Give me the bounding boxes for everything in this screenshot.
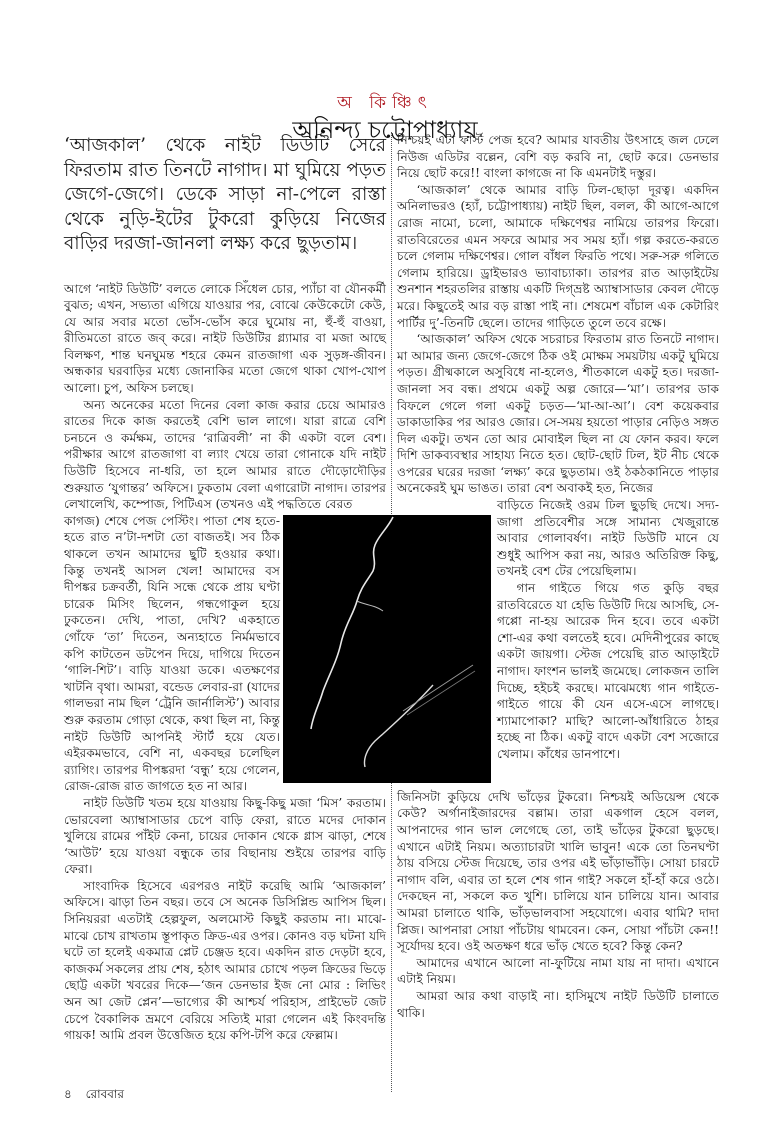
paragraph: নাইট ডিউটি খতম হয়ে যাওয়ায় কিছু-কিছু মজা ‘মিস’ করতাম। ভোরবেলা অ্যাম্বাসাডার চেপে বাড়ি ফেরা, রাতে মদের দোকান খুলিয়ে রামের পাঁইট কেনা, চায়ের দোকান থেকে গ্লাস ঝাড়া, শেষে ‘আউট’ হয়ে যাওয়া বন্ধুকে তার বিছানায় শুইয়ে তারপর বাড়ি ফেরা। bbox=[64, 795, 386, 877]
paragraph: ‘আজকাল’ অফিস থেকে সচরাচর ফিরতাম রাত তিনটে নাগাদ। মা আমার জন্য জেগে-জেগে ঠিক ওই মোক্ষম সময়টায় একটু ঘুমিয়ে পড়ত। গ্রীষ্মকালে অসুবিধে না-হলেও, শীতকালে একটু হত। দরজা-জানলা সব বন্ধ। প্রথমে একটু অল্প জোরে—‘মা’। তারপর ডাক বিফলে গেলে গলা একটু চড়ত—‘মা-আ-আ’। বেশ কয়েকবার ডাকাডাকির পর আরও জোর। সে-সময় হয়তো পাড়ার নেড়িও সঙ্গত দিল একটু। তখন তো আর মোবাইল ছিল না যে ফোন করব। ফলে দিশি ডাকব্যবস্থার সাহায্য নিতে হত। ছোট-ছোট ঢিল, ইট নীচ থেকে ওপরের ঘরের দরজা ‘লক্ষ্য’ করে ছুড়তাম। ওই ঠকঠকানিতে পাড়ার অনেকেরই ঘুম ভাঙত। তারা বেশ অবাকই হত, নিজের bbox=[397, 332, 719, 496]
paragraph: গান গাইতে গিয়ে গত কুড়ি বছর রাতবিরেতে যা হেভি ডিউটি দিয়ে আসছি, সে-গপ্পো না-হয় আরেক দিন হবে। তবে একটা শো-এর কথা বলতেই হবে। মেদিনীপুরের কাছে একটা জায়গা। স্টেজ পেয়েছি রাত আড়াইটে নাগাদ। ফাংশন ভালই জমেছে। লোকজন তালি দিচ্ছে, হইচই করছে। মাঝেমধ্যে গান গাইতে-গাইতে গায়ে কী যেন এসে-এসে লাগছে। শ্যামাপোকা? মাছি? আলো-আঁধারিতে ঠাহর হচ্ছে না ঠিক। একটু বাদে একটা বেশ সজোরে খেলাম। কাঁধের ডানপাশে। bbox=[497, 581, 719, 761]
guitarist-silhouette-photo bbox=[283, 515, 491, 783]
paragraph: ‘আজকাল’ থেকে আমার বাড়ি ঢিল-ছোড়া দূরত্ব। একদিন অনিলাভরও (হ্যাঁ, চট্টোপাধ্যায়) নাইট ছিল, বলল, কী আগে-আগে রোজ নামো, চলো, আমাকে দক্ষিণেশ্বর নামিয়ে তারপর ফিরো। রাতবিরেতের এমন সফরে আমার সব সময় হ্যাঁ। গল্প করতে-করতে চলে গেলাম দক্ষিণেশ্বর। গোল বাঁধল ফিরতি পথে। সরু-সরু গলিতে গেলাম হারিয়ে। ড্রাইভারও ভ্যাবাচ্যাকা। তারপর রাত আড়াইটেয় শুনশান শহরতলির রাস্তায় একটি দিগ্‌ভ্রষ্ট অ্যাম্বাসাডার কেবল দৌড়ে মরে। কিছুতেই আর বড় রাস্তা পাই না। শেষমেশ বাঁচাল এক কেটারিং পার্টির দু’-তিনটি ছেলে। তাদের গাড়িতে তুলে তবে রক্ষে। bbox=[397, 182, 719, 330]
page-footer bbox=[64, 1086, 134, 1106]
paragraph: কাগজ) শেষে পেজ পেস্টিং। পাতা শেষ হতে-হতে রাত ন’টা-দশটা তো বাজতই। সব ঠিক থাকলে তখন আমাদের ছুটি হওয়ার কথা। কিন্তু তখনই আসল খেল! আমাদের বস দীপঙ্কর চক্রবর্তী, যিনি সন্ধে থেকে প্রায় ঘণ্টা চারেক মিসিং ছিলেন, গন্ধগোকুল হয়ে ঢুকতেন। দেখি, পাতা, দেখি? একহাতে গোঁফে ‘তা’ দিতেন, অন্যহাতে নির্মমভাবে কপি কাটতেন ডটপেন দিয়ে, দাগিয়ে দিতেন ‘গালি-শিট’। বাড়ি যাওয়া ডকে। এতক্ষণের খাটনি বৃথা। আমরা, বন্ডেড লেবার-রা (যাদের গালভরা নাম ছিল ‘ট্রেনি জার্নালিস্ট’) আবার শুরু করতাম গোড়া থেকে, কথা ছিল না, কিন্তু নাইট ডিউটি আপনিই স্টার্ট হয়ে যেত। এইরকমভাবে, বেশি না, একবছর চলেছিল র‍্যাগিং। তারপর দীপঙ্করদা ‘বন্ধু’ হয়ে গেলেন, রোজ-রোজ রাত জাগতে হত না আর। bbox=[64, 513, 280, 794]
pull-quote: ‘আজকাল’ থেকে নাইট ডিউটি সেরে ফিরতাম রাত তিনটে নাগাদ। মা ঘুমিয়ে পড়ত জেগে-জেগে। ডেকে সাড়া না-পেলে রাস্তা থেকে নুড়ি-ইটের টুকরো কুড়িয়ে নিজের বাড়ির দরজা-জানলা লক্ষ্য করে ছুড়তাম। bbox=[64, 135, 386, 254]
wrapped-text-block bbox=[497, 497, 719, 789]
section-kicker: অ কিঞ্চিৎ bbox=[337, 93, 433, 113]
paragraph: জিনিসটা কুড়িয়ে দেখি ভাঁড়ের টুকরো। নিশ্চয়ই অডিয়েন্স থেকে কেউ? অর্গানাইজারদের বল্লাম। তারা একগাল হেসে বলল, আপনাদের গান ভাল লেগেছে তো, তাই ভাঁড়ের টুকরো ছুড়ছে। এখানে এটাই নিয়ম। অত্যাচারটা খালি ভাবুন! একে তো তিনঘণ্টা ঠায় বসিয়ে স্টেজ দিয়েছে, তার ওপর এই ভাঁড়াভাঁড়ি। সোয়া চারটে নাগাদ বলি, এবার তা হলে শেষ গান গাই? সকলে হাঁ-হাঁ করে ওঠে। দেকছেন না, সকলে কত খুশি। চালিয়ে যান চালিয়ে যান। আবার আমরা চালাতে থাকি, ভাঁড়ভালবাসা সহযোগে। এবার থামি? দাদা প্লিজ। আপনারা সোয়া পাঁচটায় থামবেন। কেন, সোয়া পাঁচটা কেন!! সূর্যোদয় হবে। ওই অতক্ষণ ধরে ভাঁড় খেতে হবে? কিন্তু কেন? bbox=[397, 789, 719, 954]
paragraph: নিশ্চয়ই এটা ফার্স্ট পেজ হবে? আমার যাবতীয় উৎসাহে জল ঢেলে নিউজ এডিটর বল্লেন, বেশি বড় করবি না, ছোট করে। ডেনভার নিয়ে ছোট করে!! বাংলা কাগজে না কি এমনটাই দস্তুর। bbox=[397, 133, 719, 181]
paragraph: আমাদের এখানে আলো না-ফুটিয়ে নামা যায় না দাদা। এখানে এটাই নিয়ম। bbox=[397, 955, 719, 987]
paragraph: আমরা আর কথা বাড়াই না। হাসিমুখে নাইট ডিউটি চালাতে থাকি। bbox=[397, 988, 719, 1020]
paragraph: অন্য অনেকের মতো দিনের বেলা কাজ করার চেয়ে আমারও রাতের দিকে কাজ করতেই বেশি ভাল লাগে। যারা রাত্রে বেশি চনচনে ও কর্মক্ষম, তাদের ‘রাত্রিবলী’ না কী একটা বলে বেশ। পরীক্ষার আগে রাতজাগা বা ল্যাং খেয়ে তারা গোনাকে যদি নাইট ডিউটি হিসেবে না-ধরি, তা হলে আমার রাতে দৌড়োদৌড়ির শুরুয়াত ‘যুগান্তর’ অফিসে। ঢুকতাম বেলা এগারোটা নাগাদ। তারপর লেখালেখি, কম্পোজ, পিটিএস (তখনও এই পদ্ধতিতে বেরত bbox=[64, 397, 386, 512]
magazine-name: রোববার bbox=[85, 1087, 125, 1101]
paragraph: সাংবাদিক হিসেবে এরপরও নাইট করেছি আমি ‘আজকাল’ অফিসে। ঝাড়া তিন বছর। তবে সে অনেক ডিসিপ্লিন্ড আপিস ছিল। সিনিয়ররা এতটাই হেল্পফুল, অলমোস্ট কিছুই করতাম না। মাঝে-মাঝে চোখ রাখতাম স্তূপাকৃত ক্রিড-এর ওপর। কোনও বড় ঘটনা যদি ঘটে তা হলেই একমাত্র প্লেট চেঞ্জড হবে। একদিন রাত দেড়টা হবে, কাজকর্ম সকলের প্রায় শেষ, হঠাৎ আমার চোখে পড়ল ক্রিডের ভিড়ে ছোট্ট একটা খবরের দিকে—‘জন ডেনভার ইজ নো মোর : লিভিং অন আ জেট প্লেন’—ভাগ্যের কী আশ্চর্য পরিহাস, প্রাইভেট জেট চেপে বৈকালিক ভ্রমণে বেরিয়ে সত্যিই মারা গেলেন এই কিংবদন্তি গায়ক! আমি প্রবল উত্তেজিত হয়ে কপি-টপি করে ফেল্লাম। bbox=[64, 878, 386, 1043]
silhouette-outline-icon bbox=[283, 515, 491, 783]
paragraph: বাড়িতে নিজেই ওরম ঢিল ছুড়ছি দেখে। সদ্য-জাগা প্রতিবেশীর সঙ্গে সামান্য খেজুরান্তে আবার গোলাবর্ষণ। নাইট ডিউটি মানে যে শুধুই আপিস করা নয়, আরও অতিরিক্ত কিছু, তখনই বেশ টের পেয়েছিলাম। bbox=[497, 498, 719, 579]
wrapped-text-block bbox=[64, 513, 280, 795]
author-byline: অনিন্দ্য চট্টোপাধ্যায় bbox=[292, 116, 478, 144]
page-number: ৪ bbox=[64, 1087, 72, 1101]
paragraph: আগে ‘নাইট ডিউটি’ বলতে লোকে সিঁধেল চোর, প্যাঁচা বা যৌনকর্মী বুঝত; এখন, সভ্যতা এগিয়ে যাওয়ার পর, বোঝে কেউকেটো কেউ, যে আর সবার মতো ভোঁস-ভোঁস করে ঘুমোয় না, হুঁ-হুঁ বাওয়া, রীতিমতো রাতে জব্ করে। নাইট ডিউটির গ্ল্যামার বা মজা আছে বিলক্ষণ, শান্ত ঘনঘুমন্ত শহরে কেমন রাতজাগা এক সুড়ঙ্গ-জীবন। অন্ধকার ঘরবাড়ির মধ্যে জোনাকির মতো জেগে থাকা খোপ-খোপ আলো। চুপ, অফিস চলছে। bbox=[64, 281, 386, 396]
